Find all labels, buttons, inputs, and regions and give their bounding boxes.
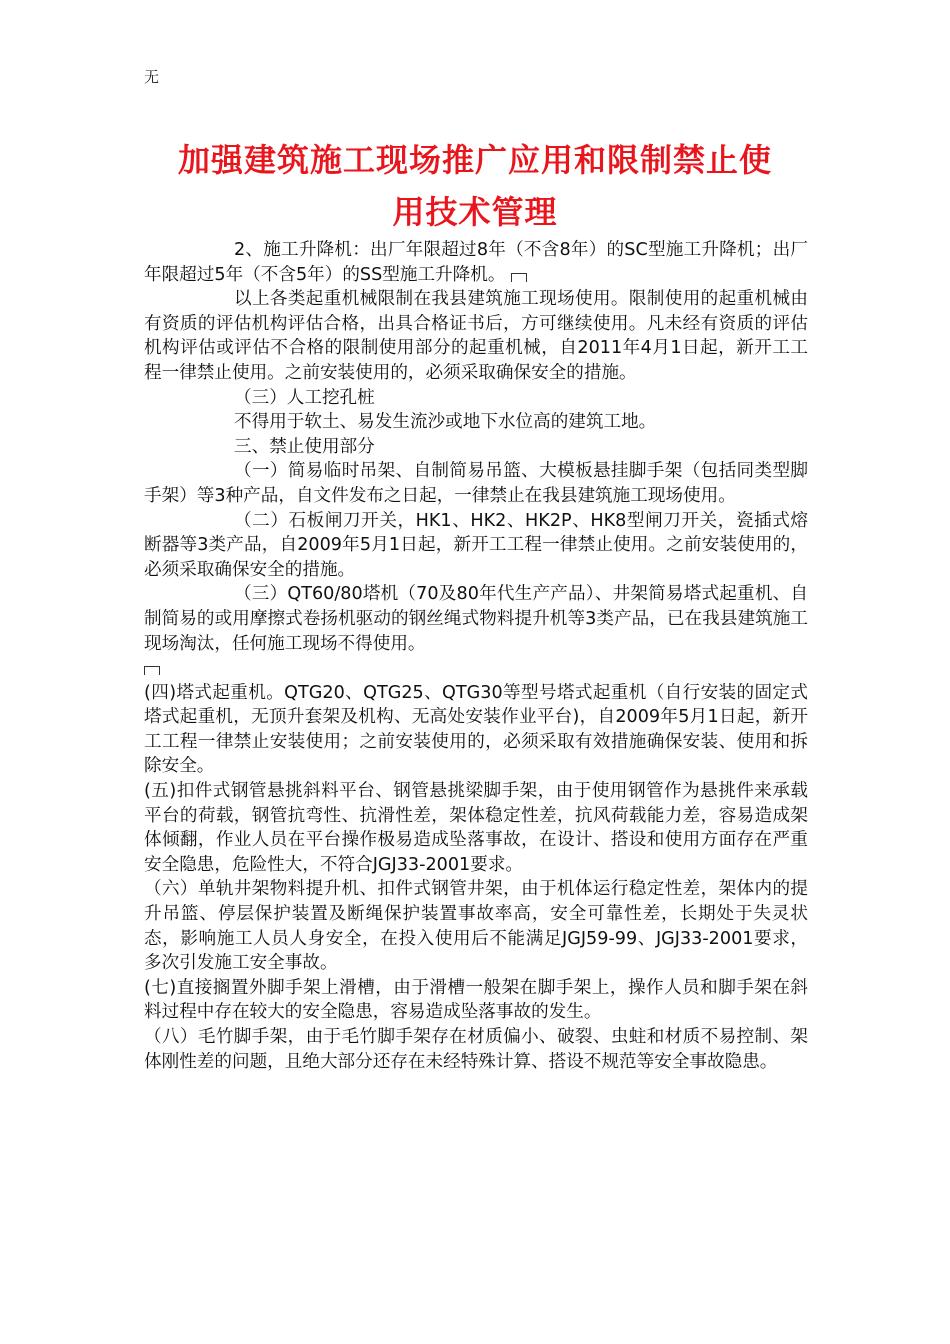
page-header: 无 [144, 68, 160, 86]
editor-mark-line [144, 656, 808, 681]
paragraph: （六）单轨井架物料提升机、扣件式钢管井架，由于机体运行稳定性差，架体内的提升吊篮、停层保护装置及断绳保护装置事故率高，安全可靠性差，长期处于失灵状态，影响施工人员人身安全，在投入使用后不能满足JGJ59-99、JGJ33-2001要求，多次引发施工安全事故。 [144, 879, 808, 974]
section-heading: （三）人工挖孔桩 [234, 387, 375, 408]
paragraph: （一）简易临时吊架、自制简易吊篮、大模板悬挂脚手架（包括同类型脚手架）等3种产品，自文件发布之日起，一律禁止在我县建筑施工现场使用。 [144, 461, 808, 506]
title-line-1: 加强建筑施工现场推广应用和限制禁止使 [177, 141, 772, 179]
editor-mark-icon [511, 273, 527, 282]
paragraph: (五)扣件式钢管悬挑斜料平台、钢管悬挑梁脚手架，由于使用钢管作为悬挑件来承载平台的荷载，钢管抗弯性、抗滑性差，架体稳定性差，抗风荷载能力差，容易造成架体倾翻，作业人员在平台操作极易造成坠落事故，在设计、搭设和使用方面存在严重安全隐患，危险性大，不符合JGJ33-2001要求。 [144, 781, 808, 875]
paragraph: （二）石板闸刀开关，HK1、HK2、HK2P、HK8型闸刀开关，瓷插式熔断器等3类产品，自2009年5月1日起，新开工工程一律禁止使用。之前安装使用的，必须采取确保安全的措施。 [144, 510, 808, 580]
title-line-2: 用技术管理 [392, 193, 558, 231]
document-body [144, 238, 808, 1074]
section-heading: 三、禁止使用部分 [234, 436, 375, 457]
paragraph: （三）QT60/80塔机（70及80年代生产产品）、井架简易塔式起重机、自制简易的或用摩擦式卷扬机驱动的钢丝绳式物料提升机等3类产品，已在我县建筑施工现场淘汰，任何施工现场不得使用。 [144, 584, 808, 654]
document-title [140, 134, 810, 238]
paragraph: 以上各类起重机械限制在我县建筑施工现场使用。限制使用的起重机械由有资质的评估机构评估合格，出具合格证书后，方可继续使用。凡未经有资质的评估机构评估或评估不合格的限制使用部分的起重机械，自2011年4月1日起，新开工工程一律禁止使用。之前安装使用的，必须采取确保安全的措施。 [144, 289, 808, 383]
editor-mark-icon [144, 666, 160, 675]
paragraph: (四)塔式起重机。QTG20、QTG25、QTG30等型号塔式起重机（自行安装的固定式塔式起重机，无顶升套架及机构、无高处安装作业平台)，自2009年5月1日起，新开工工程一律禁止安装使用；之前安装使用的，必须采取有效措施确保安装、使用和拆除安全。 [144, 682, 808, 777]
paragraph: （八）毛竹脚手架，由于毛竹脚手架存在材质偏小、破裂、虫蛀和材质不易控制、架体刚性差的问题，且绝大部分还存在未经特殊计算、搭设不规范等安全事故隐患。 [144, 1027, 808, 1072]
paragraph: (七)直接搁置外脚手架上滑槽，由于滑槽一般架在脚手架上，操作人员和脚手架在斜料过程中存在较大的安全隐患，容易造成坠落事故的发生。 [144, 977, 808, 1023]
paragraph: 不得用于软土、易发生流沙或地下水位高的建筑工地。 [234, 412, 657, 433]
paragraph: 2、施工升降机：出厂年限超过8年（不含8年）的SC型施工升降机；出厂年限超过5年（不含5年）的SS型施工升降机。 [144, 240, 808, 285]
